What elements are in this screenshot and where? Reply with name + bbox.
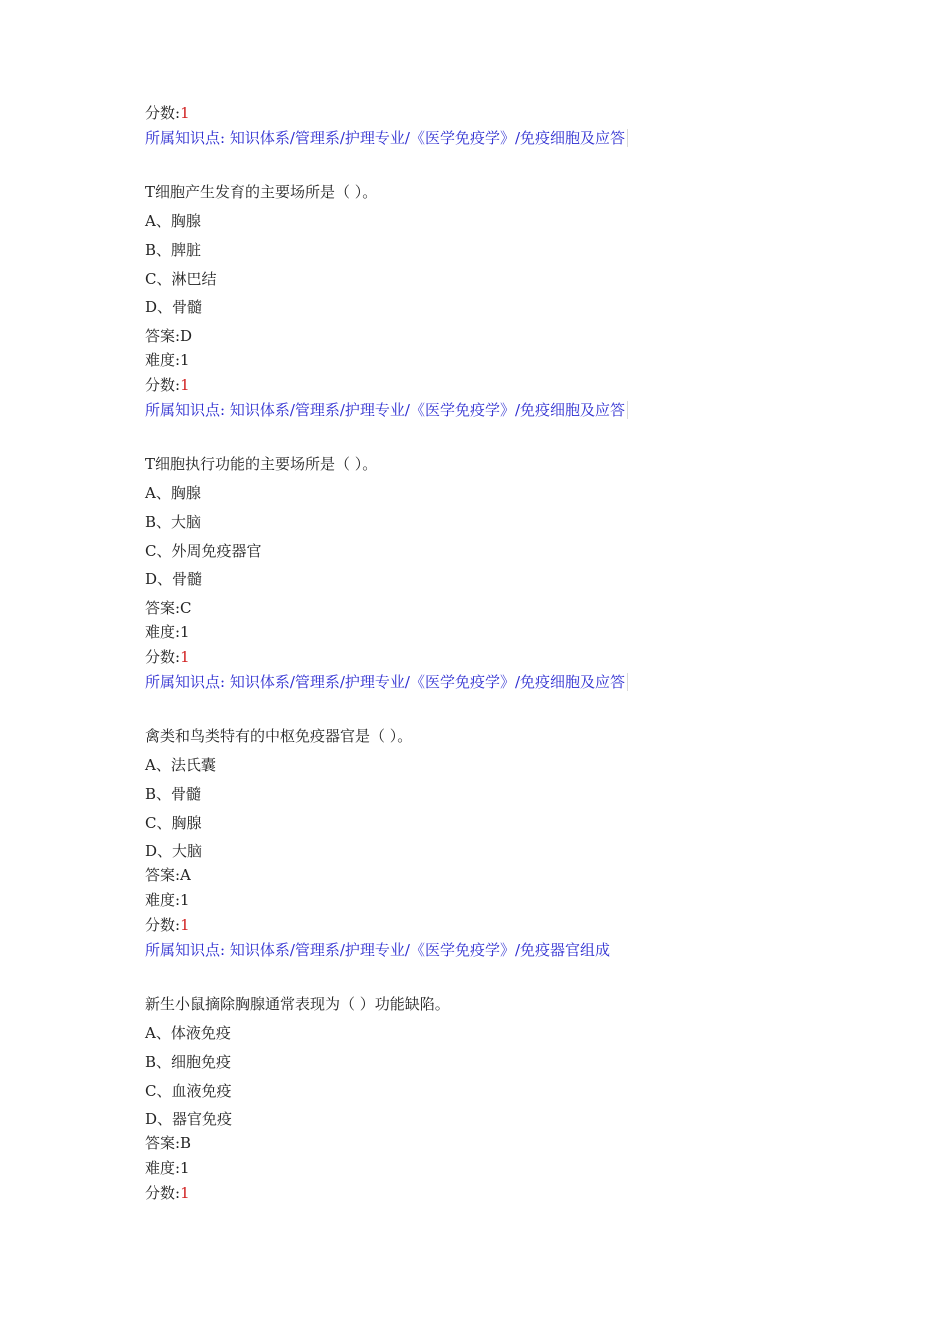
difficulty-line: 难度:1	[145, 623, 190, 641]
score-value: 1	[180, 104, 190, 122]
answer-line: 答案:B	[145, 1134, 192, 1152]
score-value: 1	[180, 916, 190, 934]
option-b: B、脾脏	[145, 241, 202, 259]
knowledge-point-link[interactable]: 所属知识点: 知识体系/管理系/护理专业/《医学免疫学》/免疫细胞及应答	[145, 129, 628, 147]
option-d: D、器官免疫	[145, 1110, 233, 1128]
difficulty-line: 难度:1	[145, 1159, 190, 1177]
difficulty-line: 难度:1	[145, 351, 190, 369]
option-c: C、血液免疫	[145, 1082, 232, 1100]
knowledge-point-line	[145, 672, 628, 692]
score-label: 分数:	[145, 916, 181, 934]
option-c: C、淋巴结	[145, 270, 217, 288]
score-label: 分数:	[145, 104, 181, 122]
score-value: 1	[180, 376, 190, 394]
score-value: 1	[180, 648, 190, 666]
score-line	[145, 1183, 190, 1203]
question-stem: T细胞产生发育的主要场所是（ ）。	[145, 183, 378, 201]
option-a: A、胸腺	[145, 484, 201, 502]
question-stem: 新生小鼠摘除胸腺通常表现为（ ）功能缺陷。	[145, 995, 450, 1013]
answer-line: 答案:C	[145, 599, 192, 617]
answer-line: 答案:D	[145, 327, 193, 345]
score-label: 分数:	[145, 648, 181, 666]
score-label: 分数:	[145, 1184, 181, 1202]
knowledge-point-line	[145, 400, 628, 420]
score-line	[145, 647, 190, 667]
option-c: C、胸腺	[145, 814, 202, 832]
knowledge-point-line	[145, 940, 612, 960]
score-value: 1	[180, 1184, 190, 1202]
knowledge-point-link[interactable]: 所属知识点: 知识体系/管理系/护理专业/《医学免疫学》/免疫细胞及应答	[145, 401, 628, 419]
question-stem: 禽类和鸟类特有的中枢免疫器官是（ ）。	[145, 727, 413, 745]
score-line	[145, 103, 190, 123]
option-b: B、细胞免疫	[145, 1053, 232, 1071]
option-d: D、大脑	[145, 842, 203, 860]
knowledge-point-line	[145, 128, 628, 148]
option-a: A、体液免疫	[145, 1024, 231, 1042]
score-line	[145, 915, 190, 935]
option-b: B、大脑	[145, 513, 202, 531]
score-label: 分数:	[145, 376, 181, 394]
answer-line: 答案:A	[145, 866, 191, 884]
option-d: D、骨髓	[145, 298, 203, 316]
difficulty-line: 难度:1	[145, 891, 190, 909]
knowledge-point-link[interactable]: 所属知识点: 知识体系/管理系/护理专业/《医学免疫学》/免疫器官组成	[145, 941, 611, 959]
option-a: A、法氏囊	[145, 756, 216, 774]
question-stem: T细胞执行功能的主要场所是（ ）。	[145, 455, 378, 473]
option-a: A、胸腺	[145, 212, 201, 230]
option-c: C、外周免疫器官	[145, 542, 262, 560]
knowledge-point-link[interactable]: 所属知识点: 知识体系/管理系/护理专业/《医学免疫学》/免疫细胞及应答	[145, 673, 628, 691]
option-b: B、骨髓	[145, 785, 202, 803]
option-d: D、骨髓	[145, 570, 203, 588]
score-line	[145, 375, 190, 395]
